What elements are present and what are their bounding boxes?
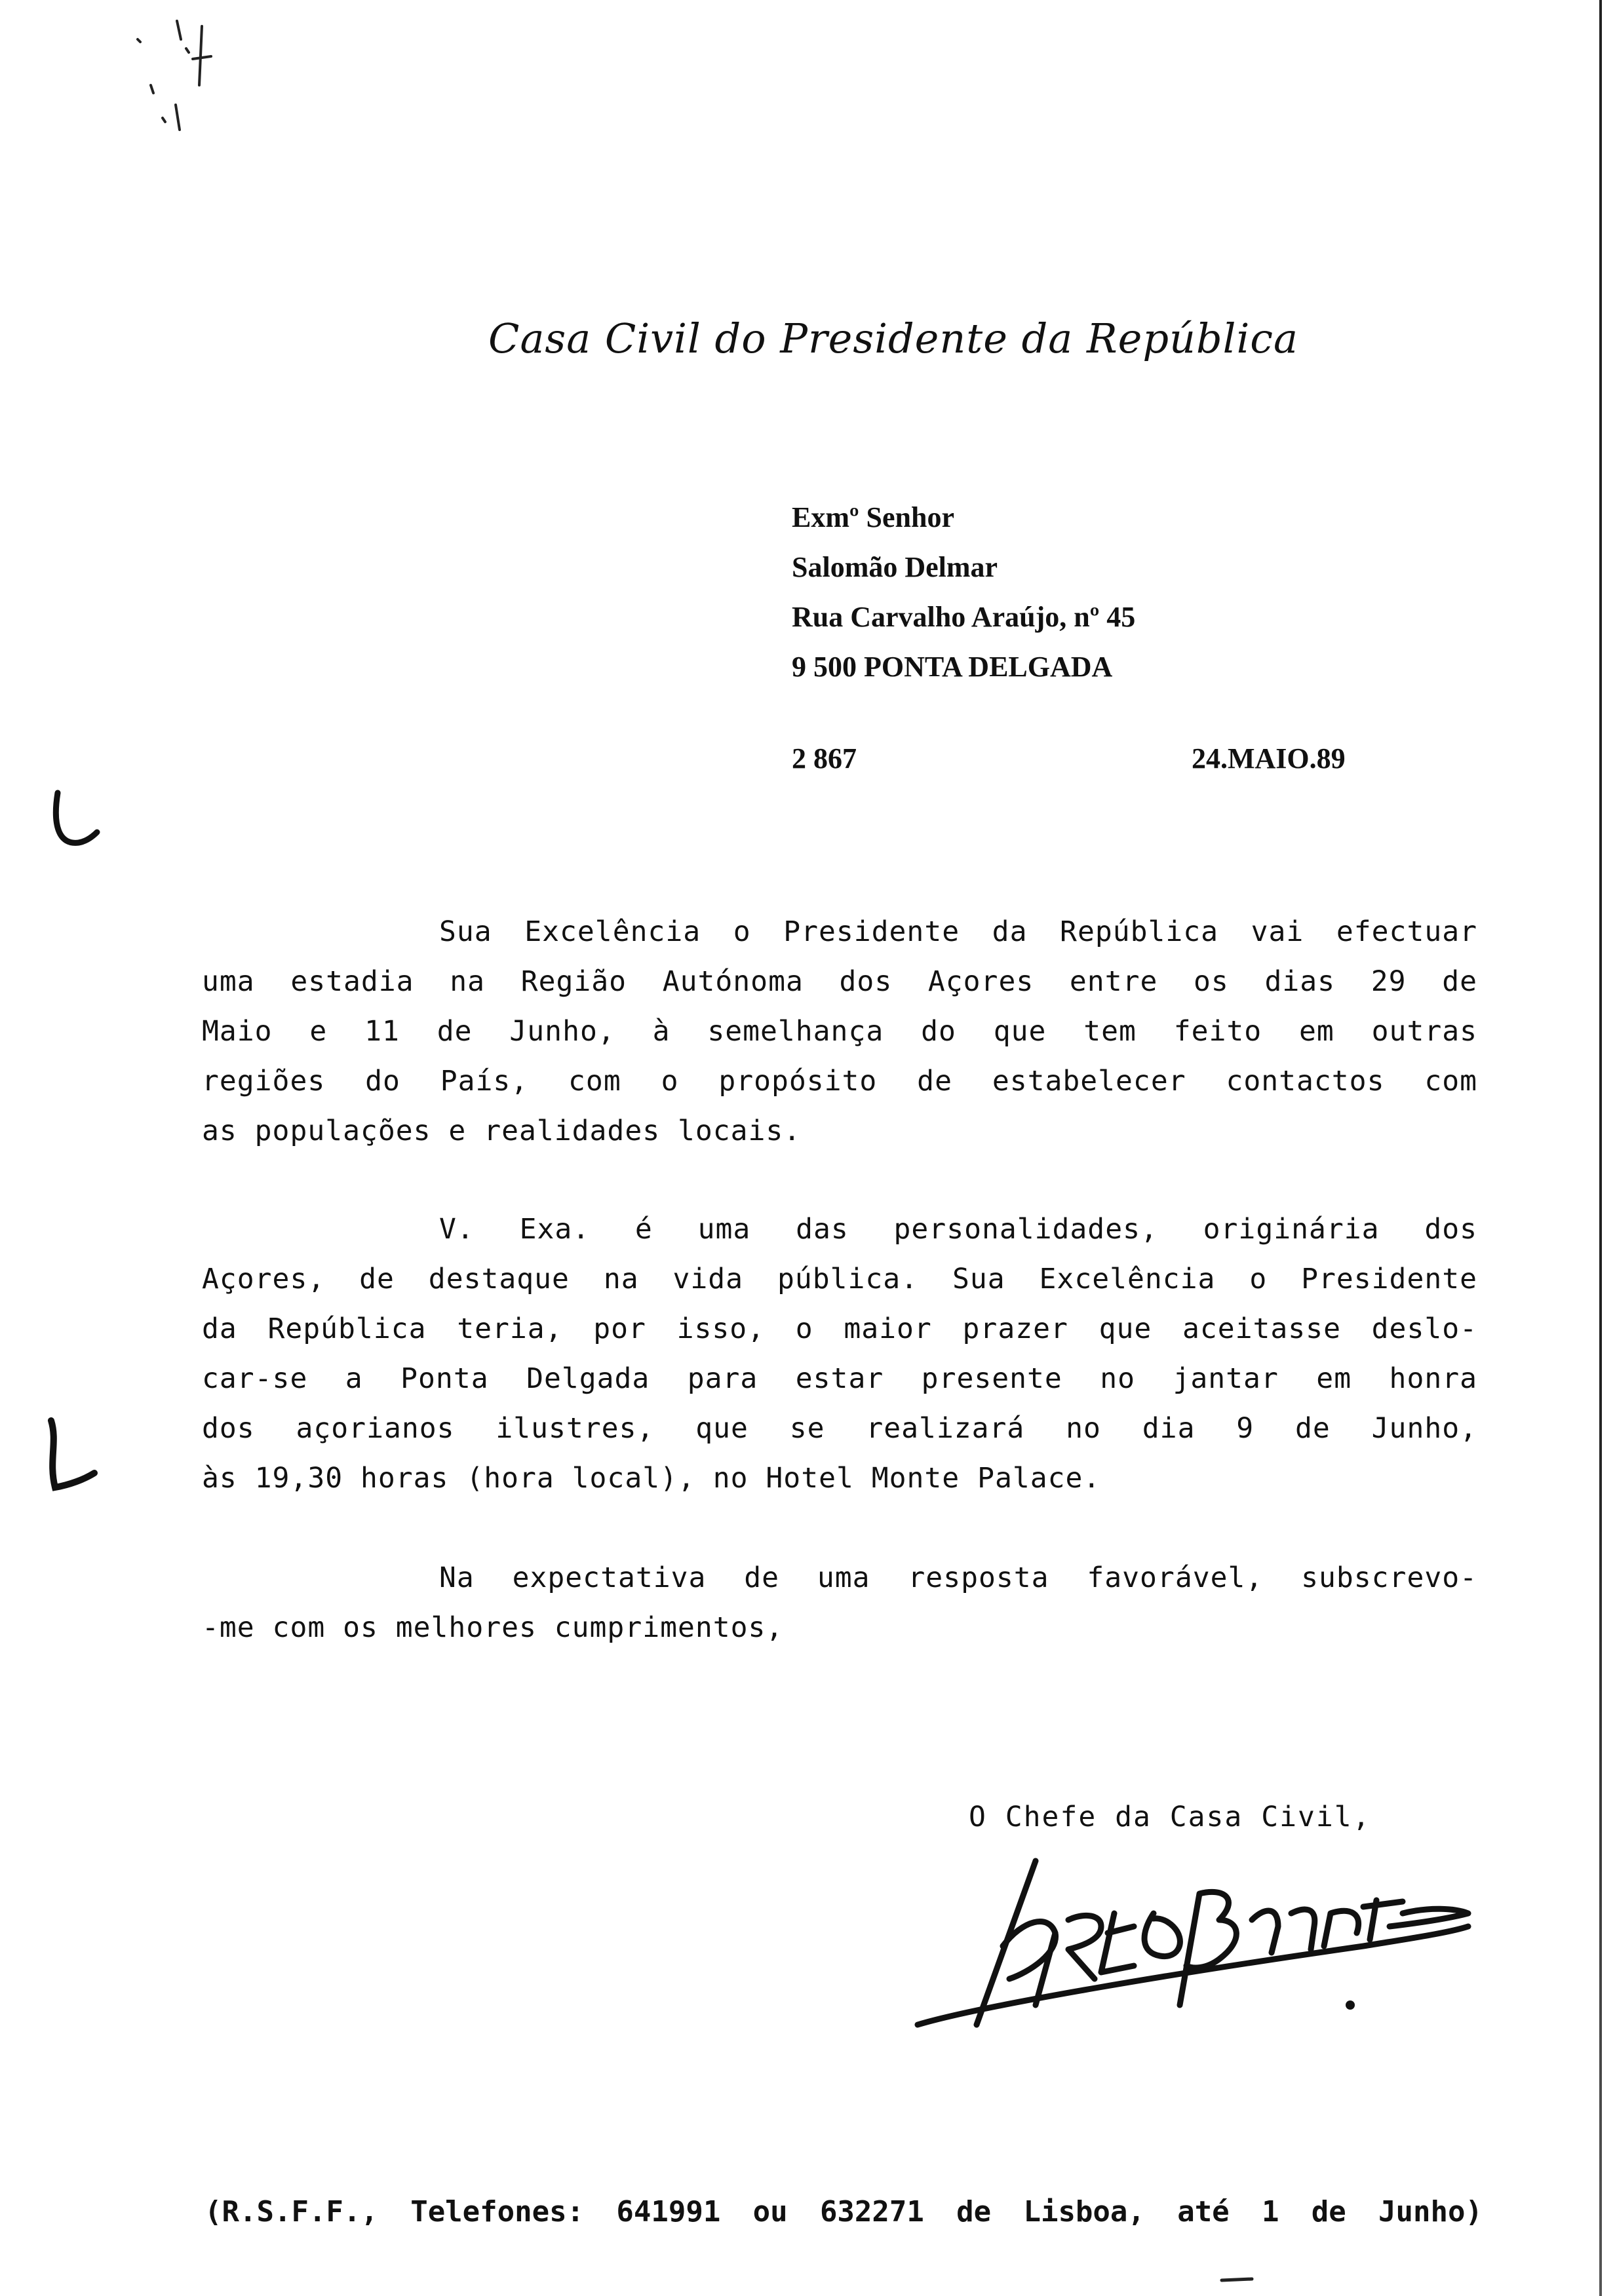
- letter-date: 24.MAIO.89: [1192, 742, 1346, 775]
- reference-number: 2 867: [792, 742, 857, 775]
- scan-speck-icon: [125, 13, 249, 138]
- paragraph-line: Maio e 11 de Junho, à semelhança do que tem feito em outras: [202, 1015, 1477, 1048]
- signature-icon: [905, 1841, 1481, 2051]
- paragraph-line: Açores, de destaque na vida pública. Sua Excelência o Presidente: [202, 1263, 1477, 1295]
- paragraph-line: Na expectativa de uma resposta favorável, subscrevo-: [439, 1561, 1477, 1594]
- letterhead-title: Casa Civil do Presidente da República: [488, 315, 1298, 362]
- paragraph-line: às 19,30 horas (hora local), no Hotel Monte Palace.: [202, 1462, 1101, 1495]
- scan-speck-icon: [1219, 2274, 1258, 2287]
- recipient-street: Rua Carvalho Araújo, nº 45: [792, 601, 1136, 633]
- body-paragraph-3: [202, 1553, 1477, 1653]
- recipient-city: 9 500 PONTA DELGADA: [792, 651, 1113, 683]
- page-edge-line: [1599, 0, 1602, 2296]
- paragraph-line: dos açorianos ilustres, que se realizará no dia 9 de Junho,: [202, 1412, 1477, 1445]
- body-paragraph-2: [202, 1204, 1477, 1503]
- paragraph-line: V. Exa. é uma das personalidades, originária dos: [439, 1213, 1477, 1246]
- recipient-name: Salomão Delmar: [792, 551, 998, 583]
- recipient-address-block: [792, 493, 1135, 692]
- paragraph-line: as populações e realidades locais.: [202, 1115, 802, 1147]
- paragraph-line: car-se a Ponta Delgada para estar presente no jantar em honra: [202, 1362, 1477, 1395]
- recipient-salutation: Exmº Senhor: [792, 501, 954, 533]
- hole-punch-mark-icon: [43, 1415, 109, 1507]
- paragraph-line: Sua Excelência o Presidente da República vai efectuar: [439, 915, 1477, 948]
- closing-title: O Chefe da Casa Civil,: [969, 1801, 1371, 1833]
- paragraph-line: regiões do País, com o propósito de estabelecer contactos com: [202, 1065, 1477, 1098]
- footer-note: (R.S.F.F., Telefones: 641991 ou 632271 de Lisboa, até 1 de Junho): [204, 2195, 1483, 2229]
- paragraph-line: -me com os melhores cumprimentos,: [202, 1611, 784, 1644]
- paragraph-line: da República teria, por isso, o maior prazer que aceitasse deslo-: [202, 1312, 1477, 1345]
- hole-punch-mark-icon: [46, 786, 111, 858]
- paragraph-line: uma estadia na Região Autónoma dos Açores entre os dias 29 de: [202, 965, 1477, 998]
- body-paragraph-1: [202, 907, 1477, 1156]
